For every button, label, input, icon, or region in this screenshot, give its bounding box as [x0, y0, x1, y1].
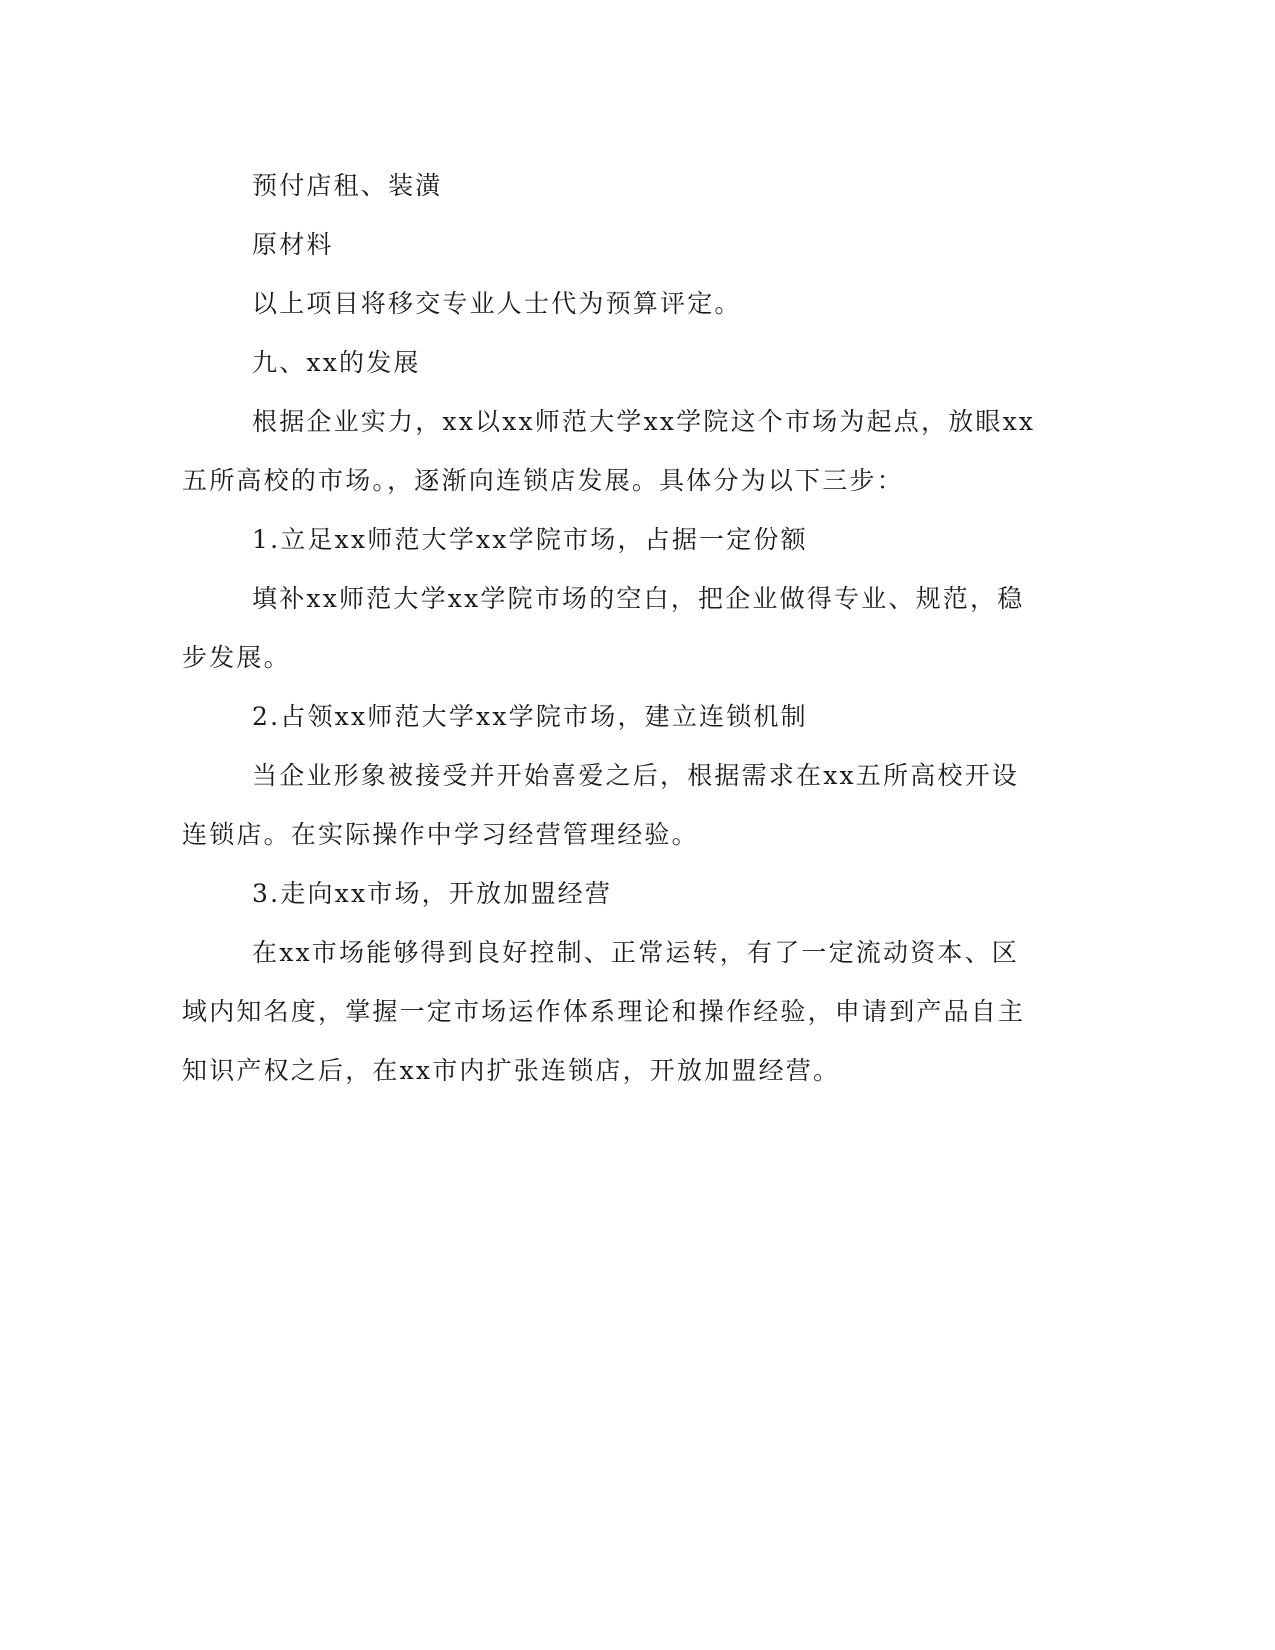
development-intro-paragraph: 根据企业实力，xx以xx师范大学xx学院这个市场为起点，放眼xx五所高校的市场。，逐渐向连锁店发展。具体分为以下三步：	[182, 407, 1036, 495]
list-item-raw-materials: 原材料	[252, 230, 334, 259]
list-item-rent-decoration: 预付店租、装潢	[252, 171, 443, 200]
step-1-heading: 1.立足xx师范大学xx学院市场，占据一定份额	[252, 525, 808, 554]
step-3-paragraph: 在xx市场能够得到良好控制、正常运转，有了一定流动资本、区域内知名度，掌握一定市场运作体系理论和操作经验，申请到产品自主知识产权之后，在xx市内扩张连锁店，开放加盟经营。	[182, 938, 1026, 1085]
step-2-paragraph: 当企业形象被接受并开始喜爱之后，根据需求在xx五所高校开设连锁店。在实际操作中学习经营管理经验。	[182, 761, 1020, 849]
step-3-heading: 3.走向xx市场，开放加盟经营	[252, 879, 613, 908]
step-1-paragraph: 填补xx师范大学xx学院市场的空白，把企业做得专业、规范，稳步发展。	[182, 584, 1025, 672]
budget-note-paragraph: 以上项目将移交专业人士代为预算评定。	[252, 289, 742, 318]
document-body	[182, 156, 1042, 1100]
section-heading-development: 九、xx的发展	[252, 348, 421, 377]
step-2-heading: 2.占领xx师范大学xx学院市场，建立连锁机制	[252, 702, 808, 731]
